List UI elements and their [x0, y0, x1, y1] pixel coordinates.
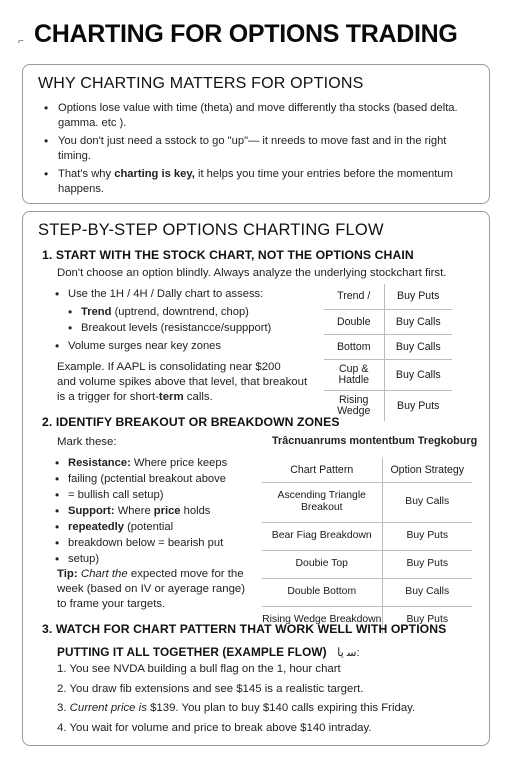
pattern-strategy-table — [262, 458, 472, 634]
table-row — [324, 284, 452, 309]
example-flow-list — [57, 660, 415, 738]
pattern-table-title: Trâcnuanrums montentbum Tregkoburg — [272, 435, 478, 447]
mini-cell: Buy Calls — [384, 334, 452, 359]
why-bullet: • You don't just need a sstock to go "up"— it nreeds to move fast and in the right timing. — [38, 134, 478, 164]
volume-item: • Volume surges near key zones — [55, 338, 221, 354]
table-row — [262, 522, 472, 550]
mini-cell: Buy Calls — [384, 309, 452, 334]
corner-mark: ⌐ — [18, 36, 24, 47]
why-bullet: • That's why charting is key, it helps you time your entries before the momentum happens. — [38, 167, 478, 197]
why-charting-card — [22, 64, 490, 204]
support-list — [55, 503, 223, 567]
resistance-line: • = bullish call setup) — [55, 487, 227, 503]
pattern-cell: Rising Wedge Breakdown — [262, 606, 382, 634]
strategy-cell: Buy Puts — [382, 550, 472, 578]
table-row — [262, 482, 472, 522]
tip-line-1: Tip: Chart the expected move for the — [57, 568, 244, 580]
example-line-3: is a trigger for short-term calls. — [57, 391, 213, 403]
mini-cell: Double — [324, 309, 384, 334]
why-bullet: • Options lose value with time (theta) and move differently tha stocks (based delta. gamma. etc ). — [38, 101, 478, 131]
mini-cell: Trend / — [324, 284, 384, 309]
step-1-title: 1. START WITH THE STOCK CHART, NOT THE OPTIONS CHAIN — [42, 248, 414, 262]
mini-cell: Buy Calls — [384, 359, 452, 390]
pattern-cell: Double Bottom — [262, 578, 382, 606]
tip-line-2: week (based on IV or ayerage range) — [57, 583, 246, 595]
pattern-mini-table — [324, 284, 452, 421]
resistance-line: • failing (pctential breakout above — [55, 471, 227, 487]
together-mark: ﺳ ﯾﺎ: — [337, 647, 360, 659]
column-header: Chart Pattern — [262, 458, 382, 482]
table-row — [324, 334, 452, 359]
pattern-cell: Ascending Triangle Breakout — [262, 482, 382, 522]
step-2-list — [55, 455, 227, 503]
table-row — [324, 359, 452, 390]
step-1-volume-list — [55, 338, 221, 354]
strategy-cell: Buy Puts — [382, 522, 472, 550]
why-bullet-list — [38, 101, 478, 200]
support-block — [55, 503, 223, 567]
mini-cell: Cup & Hatdle — [324, 359, 384, 390]
step-1-checklist — [55, 286, 263, 302]
together-heading: PUTTING IT ALL TOGETHER (EXAMPLE FLOW) ﺳ ﯾﺎ: — [57, 645, 360, 659]
example-line-2: and volume spikes above that level, that breakout — [57, 376, 308, 388]
strategy-cell: Buy Calls — [382, 578, 472, 606]
mini-cell: Rising Wedge — [324, 390, 384, 421]
strategy-cell: Buy Calls — [382, 482, 472, 522]
step-1-intro: Don't choose an option blindly. Always analyze the underlying stockchart first. — [57, 267, 447, 279]
step-1-use-label: • Use the 1H / 4H / Dally chart to assess: — [55, 286, 263, 302]
list-item: 3. Current price is $139. You plan to buy $140 calls expiring this Friday. — [57, 702, 416, 714]
support-line: • setup) — [55, 551, 223, 567]
list-item: 1. You see NVDA building a bull flag on the 1, hour chart — [57, 663, 341, 675]
mini-cell: Buy Puts — [384, 390, 452, 421]
trend-item: • Trend (uptrend, downtrend, chop) — [68, 304, 271, 320]
example-line-1: Example. If AAPL is consolidating near $200 — [57, 361, 281, 373]
table-row — [324, 390, 452, 421]
list-item: 4. You wait for volume and price to break above $140 intraday. — [57, 721, 372, 734]
mini-cell: Bottom — [324, 334, 384, 359]
tip-line-3: to frame your targets. — [57, 598, 166, 610]
step-2-title: 2. IDENTIFY BREAKOUT OR BREAKDOWN ZONES — [42, 415, 340, 429]
column-header: Option Strategy — [382, 458, 472, 482]
table-row — [324, 309, 452, 334]
support-line: • breakdown below = bearish put — [55, 535, 223, 551]
table-header-row — [262, 458, 472, 482]
support-item: • Support: Where price holds — [55, 503, 223, 519]
table-row — [262, 550, 472, 578]
support-line: • repeatedly (potential — [55, 519, 223, 535]
breakout-item: • Breakout levels (resistancce/suppport) — [68, 320, 271, 336]
pattern-cell: Bear Fiag Breakdown — [262, 522, 382, 550]
pattern-cell: Doubie Top — [262, 550, 382, 578]
resistance-item: • Resistance: Where price keeps — [55, 455, 227, 471]
strategy-cell: Buy Puts — [406, 614, 449, 626]
list-item: 2. You draw fib extensions and see $145 is a realistic targert. — [57, 682, 364, 695]
table-row — [262, 578, 472, 606]
page-title: CHARTING FOR OPTIONS TRADING — [34, 20, 458, 48]
mark-these: Mark these: — [57, 436, 117, 448]
why-card-title: WHY CHARTING MATTERS FOR OPTIONS — [38, 75, 364, 92]
step-3-title: 3. WATCH FOR CHART PATTERN THAT WORK WELL WITH OPTIONS — [42, 622, 447, 636]
mini-cell: Buy Puts — [397, 290, 440, 303]
flow-card-title: STEP-BY-STEP OPTIONS CHARTING FLOW — [38, 221, 384, 239]
step-1-sublist — [68, 304, 271, 336]
